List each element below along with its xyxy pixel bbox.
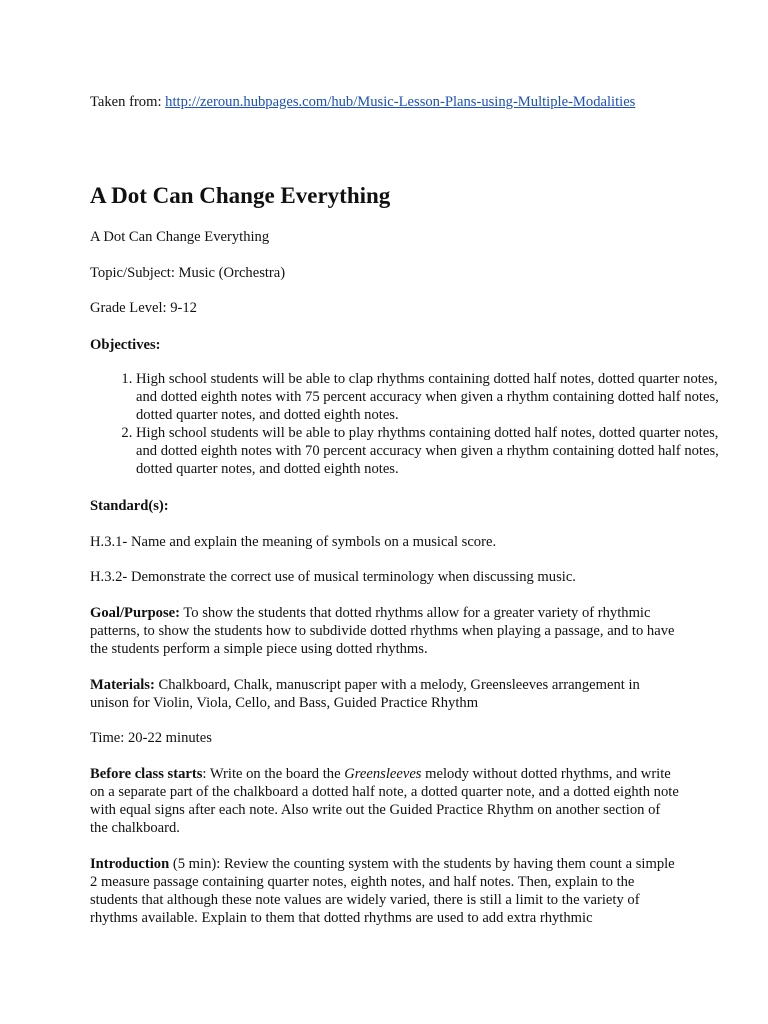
topic-line: Topic/Subject: Music (Orchestra) [90,265,286,281]
materials-label: Materials: [90,677,155,693]
introduction-text: (5 min): Review the counting system with the students by having them count a simple 2 measure passage containing quarter notes, eighth notes, and half notes. Then, explain to the students that although these note values are widely varied, there is still a limit to the variety of rhythms available. Explain to them that dotted rhythms are used to add extra rhythmic [90,856,675,926]
before-class-label: Before class starts [90,766,203,782]
source-prefix: Taken from: [90,94,166,110]
standard-item: H.3.2- Demonstrate the correct use of musical terminology when discussing music. [90,569,576,585]
goal-paragraph [90,604,680,658]
objective-item: 2. High school students will be able to play rhythms containing dotted half notes, dotted quarter notes, and dotted eighth notes with 70 percent accuracy when given a rhythm containing dotted half notes, dotted quarter notes, and dotted eighth notes. [136,424,726,478]
before-class-text-a: : Write on the board the [202,766,345,782]
time-line: Time: 20-22 minutes [90,730,212,746]
source-line [90,93,680,111]
greensleeves-title: Greensleeves [344,766,422,782]
introduction-label: Introduction [90,856,170,872]
subtitle: A Dot Can Change Everything [90,229,270,245]
goal-label: Goal/Purpose: [90,605,180,621]
before-class-text-b: melody without dotted rhythms, and write on a separate part of the chalkboard a dotted half note, a dotted quarter note, and a dotted eighth note with equal signs after each note. Also write out the Guided Practice Rhythm on another section of the chalkboard. [90,766,679,836]
objectives-heading [90,336,680,354]
materials-paragraph [90,676,680,712]
before-class-paragraph [90,765,680,837]
goal-text: To show the students that dotted rhythms allow for a greater variety of rhythmic patterns, to show the students how to subdivide dotted rhythms when playing a passage, and to have the students perform a simple piece using dotted rhythms. [90,605,675,657]
page-title: A Dot Can Change Everything [90,183,391,208]
standards-heading-text: Standard(s): [90,498,169,514]
standards-heading [90,497,680,515]
objectives-list [90,370,726,478]
objectives-heading-text: Objectives: [90,337,161,353]
objective-item: 1. High school students will be able to clap rhythms containing dotted half notes, dotted quarter notes, and dotted eighth notes with 75 percent accuracy when given a rhythm containing dotted half notes, dotted quarter notes, and dotted eighth notes. [136,370,726,424]
standard-item: H.3.1- Name and explain the meaning of symbols on a musical score. [90,534,497,550]
materials-text: Chalkboard, Chalk, manuscript paper with a melody, Greensleeves arrangement in unison for Violin, Viola, Cello, and Bass, Guided Practice Rhythm [90,677,640,711]
introduction-paragraph [90,855,680,927]
grade-line: Grade Level: 9-12 [90,300,197,316]
source-link[interactable]: http://zeroun.hubpages.com/hub/Music-Lesson-Plans-using-Multiple-Modalities [165,94,636,110]
